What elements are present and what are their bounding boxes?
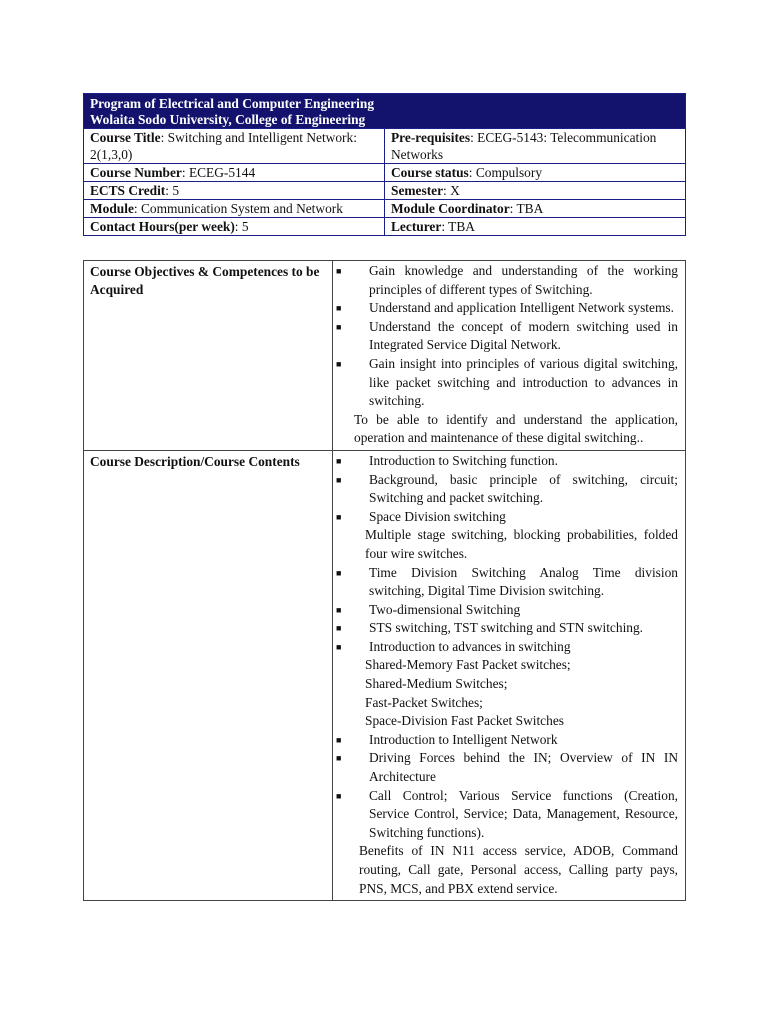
lecturer-value: : TBA: [441, 219, 475, 234]
list-item: ■ Space Division switching: [349, 508, 678, 527]
course-number-value: : ECEG-5144: [181, 165, 256, 180]
header-row: [84, 218, 686, 236]
sub-item: Fast-Packet Switches;: [365, 694, 483, 710]
contact-hours-value: : 5: [234, 219, 249, 234]
bullet-icon: ■: [336, 790, 342, 801]
bullet-icon: ■: [336, 321, 342, 332]
bullet-icon: ■: [336, 641, 342, 652]
course-content-table: [83, 260, 686, 901]
list-item: ■ Driving Forces behind the IN; Overview of IN IN Architecture: [336, 750, 678, 785]
description-label: Course Description/Course Contents: [84, 450, 333, 900]
program-name: Program of Electrical and Computer Engineering: [90, 96, 375, 111]
module-coordinator-label: Module Coordinator: [391, 201, 510, 216]
module-value: : Communication System and Network: [133, 201, 343, 216]
bullet-icon: ■: [336, 753, 342, 764]
objectives-closing-text: To be able to identify and understand the application, operation and maintenance of these digital switching..: [354, 411, 678, 446]
list-item: ■ Background, basic principle of switching, circuit; Switching and packet switching.: [336, 471, 678, 506]
list-item: ■ Call Control; Various Service functions (Creation, Service Control, Service; Data, Management, Resource, Switching functions).: [336, 787, 678, 840]
bullet-icon: ■: [336, 474, 342, 485]
objectives-label: Course Objectives & Competences to be Acquired: [84, 261, 333, 451]
semester-value: : X: [443, 183, 460, 198]
bullet-icon: ■: [336, 734, 342, 745]
header-row: [84, 182, 686, 200]
list-item: ■ STS switching, TST switching and STN switching.: [349, 619, 678, 638]
bullet-icon: ■: [336, 604, 342, 615]
list-item: ■ Introduction to Intelligent Network: [349, 731, 678, 750]
sub-item: Shared-Medium Switches;: [365, 676, 508, 692]
bullet-icon: ■: [336, 455, 342, 466]
contact-hours-label: Contact Hours(per week): [90, 219, 235, 234]
course-title-label: Course Title: [90, 130, 161, 145]
sub-item: Multiple stage switching, blocking probabilities, folded four wire switches.: [365, 527, 678, 561]
module-label: Module: [90, 201, 134, 216]
list-item: ■ Understand the concept of modern switching used in Integrated Service Digital Network.: [336, 318, 678, 353]
header-row: [84, 164, 686, 182]
list-item: ■ Time Division Switching Analog Time division switching, Digital Time Division switching.: [336, 564, 678, 599]
course-status-label: Course status: [391, 165, 469, 180]
sub-item: Benefits of IN N11 access service, ADOB, Command routing, Call gate, Personal access, Calling party pays, PNS, MCS, and PBX extend service.: [359, 843, 678, 896]
description-row: [84, 450, 686, 900]
header-row: [84, 200, 686, 218]
course-title-value: : Switching and Intelligent Network: 2(1,3,0): [90, 130, 357, 162]
sub-item: Space-Division Fast Packet Switches: [365, 713, 564, 729]
description-cell: [333, 450, 686, 900]
university-name: Wolaita Sodo University, College of Engineering: [90, 112, 366, 127]
ects-credit-value: : 5: [165, 183, 180, 198]
bullet-icon: ■: [336, 511, 342, 522]
semester-label: Semester: [391, 183, 444, 198]
header-banner: [84, 94, 686, 129]
course-header-table: [83, 93, 686, 236]
sub-item: Shared-Memory Fast Packet switches;: [365, 657, 571, 673]
bullet-icon: ■: [336, 567, 342, 578]
list-item: ■ Introduction to Switching function.: [349, 452, 678, 471]
list-item: ■ Introduction to advances in switching: [349, 638, 678, 657]
course-status-value: : Compulsory: [468, 165, 543, 180]
lecturer-label: Lecturer: [391, 219, 442, 234]
module-coordinator-value: : TBA: [509, 201, 544, 216]
objectives-row: [84, 261, 686, 451]
objectives-cell: [333, 261, 686, 451]
prerequisites-value: : ECEG-5143: Telecommunication Networks: [391, 130, 657, 162]
prerequisites-label: Pre-requisites: [391, 130, 471, 145]
course-number-label: Course Number: [90, 165, 182, 180]
bullet-icon: ■: [336, 266, 342, 276]
header-row: [84, 129, 686, 164]
bullet-icon: ■: [336, 623, 342, 634]
ects-credit-label: ECTS Credit: [90, 183, 166, 198]
bullet-icon: ■: [336, 358, 342, 369]
bullet-icon: ■: [336, 303, 342, 314]
list-item: ■ Two-dimensional Switching: [349, 601, 678, 620]
list-item: ■ Understand and application Intelligent Network systems.: [349, 299, 678, 318]
list-item: ■ Gain insight into principles of various digital switching, like packet switching and introduction to advances in switching.: [336, 355, 678, 409]
list-item: ■ Gain knowledge and understanding of the working principles of different types of Switching.: [336, 263, 678, 297]
